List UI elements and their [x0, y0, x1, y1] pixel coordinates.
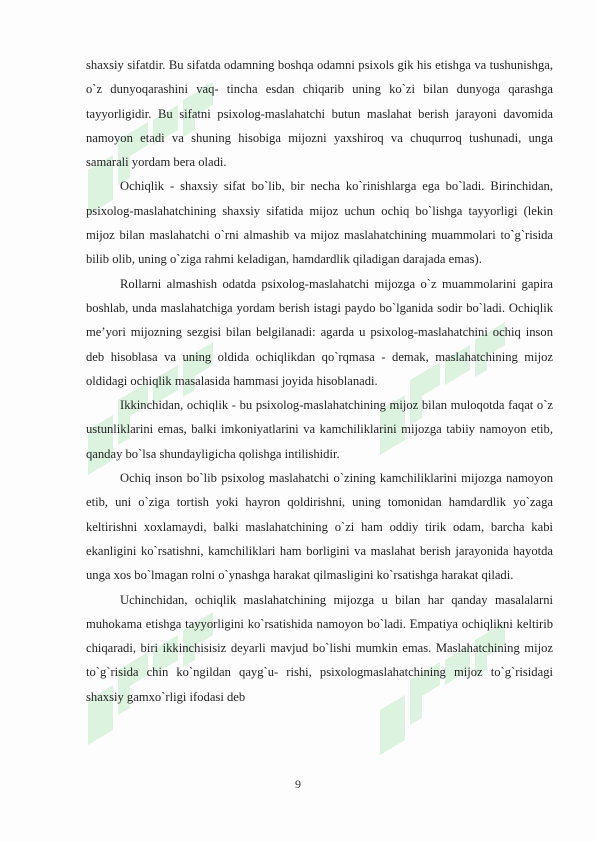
paragraph-role-swap: Rollarni almashish odatda psixolog-maslahatchi mijozga o`z muammolarini gapira boshlab, unda maslahatchiga yordam berish istagi paydo bo`lganida sodir bo`ladi. Ochiqlik me’yori mijozning sezgisi bilan belgilanadi: agarda u psixolog-maslahatchini ochiq inson deb hisoblasa va uning oldida ochiqlikdan qo`rqmasa - demak, maslahatchining mijoz oldidagi ochiqlik masalasida hammasi joyida hisoblanadi.: [86, 276, 553, 388]
paragraph-continuation: shaxsiy sifatdir. Bu sifatda odamning boshqa odamni psixols gik his etishga va tushunishga, o`z dunyoqarashini vaq- tincha esdan chiqarib uning ko`zi bilan dunyoga qarashga tayyorligidir. Bu sifatni psixolog-maslahatchi butun maslahat berish jarayoni davomida namoyon etadi va shuning hisobiga mijozni yaxshiroq va chuqurroq tushunadi, unga samarali yordam bera oladi.: [86, 58, 553, 170]
paragraph-openness-definition: Ochiqlik - shaxsiy sifat bo`lib, bir necha ko`rinishlarga ega bo`ladi. Birinchidan, psixolog-maslahatchining shaxsiy sifatida mijoz uchun ochiq bo`lishga tayyorligi (lekin mijoz bilan maslahatchi o`rni almashib va mijoz maslahatchining muammolari to`g`risida bilib olib, uning o`ziga rahmi keladigan, hamdardlik qiladigan darajada emas).: [86, 179, 553, 267]
paragraph-second-aspect: Ikkinchidan, ochiqlik - bu psixolog-maslahatchining mijoz bilan muloqotda faqat o`z ustunliklarini emas, balki imkoniyatlarini va kamchiliklarini mijozga tabiiy namoyon etib, qanday bo`lsa shundayligicha qolishga intilishidir.: [86, 398, 553, 461]
paragraph-third-aspect: Uchinchidan, ochiqlik maslahatchining mijozga u bilan har qanday masalalarni muhokama etishga tayyorligini ko`rsatishida namoyon bo`ladi. Empatiya ochiqlikni keltirib chiqaradi, biri ikkinchisisiz deyarli mavjud bo`lishi mumkin emas. Maslahatchining mijoz to`g`risida chin ko`ngildan qayg`u- rishi, psixologmaslahatchining mijoz to`g`risidagi shaxsiy gamxo`rligi ifodasi deb: [86, 592, 553, 704]
paragraph-open-person: Ochiq inson bo`lib psixolog maslahatchi o`zining kamchiliklarini mijozga namoyon etib, uni o`ziga tortish yoki hayron qoldirishni, uning tomonidan hamdardlik yo`zaga keltirishni xoxlamaydi, balki maslahatchining o`zi ham oddiy tirik odam, barcha kabi ekanligini ko`rsatishni, kamchiliklari ham borligini va maslahat berish jarayonida hayotda unga xos bo`lmagan rolni o`ynashga harakat qilmasligini ko`rsatishga harakat qiladi.: [86, 471, 553, 583]
document-body: [86, 53, 553, 709]
page-number: 9: [295, 777, 301, 791]
